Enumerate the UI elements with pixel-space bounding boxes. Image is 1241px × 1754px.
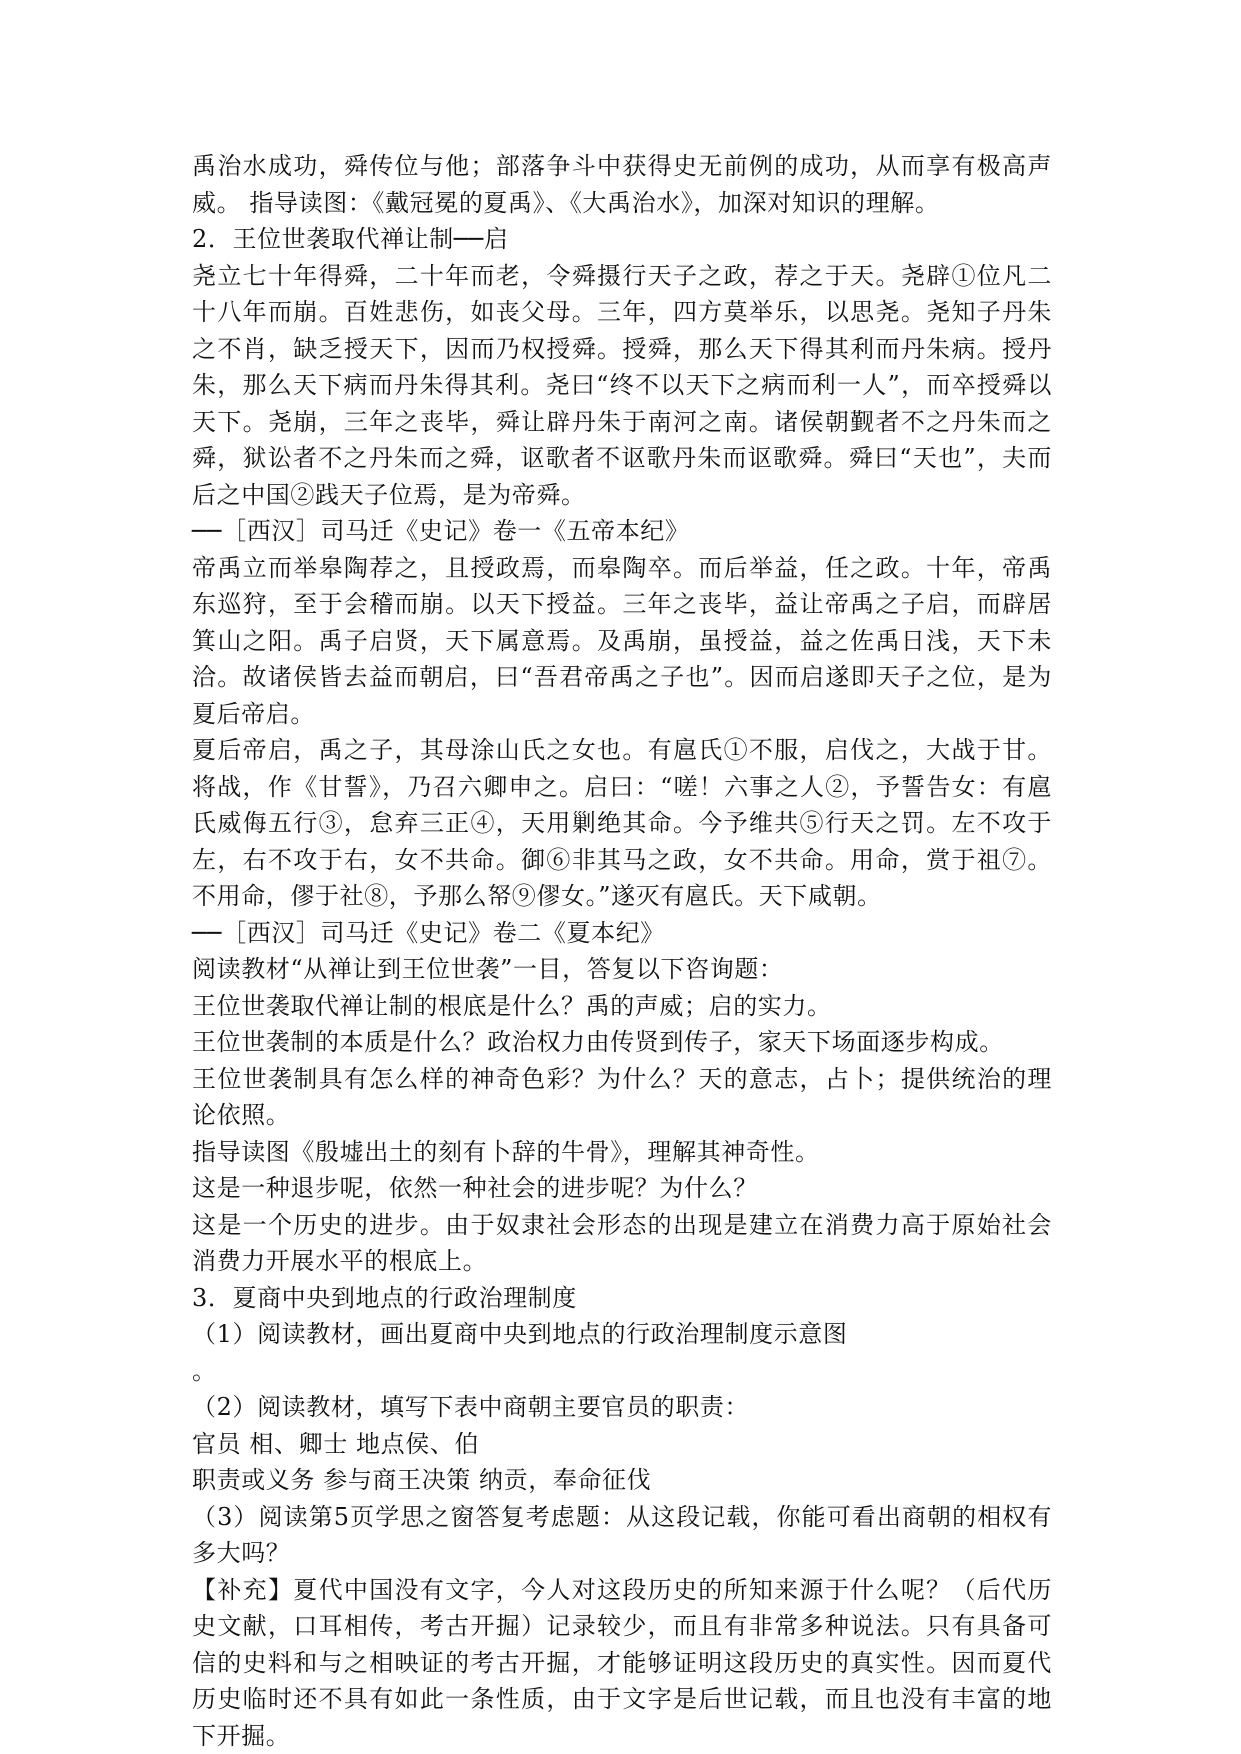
task-2: （2）阅读教材，填写下表中商朝主要官员的职责： [192,1393,750,1421]
question-1: 王位世袭取代禅让制的根底是什么？禹的声威；启的实力。 [192,991,832,1020]
task-3: （3）阅读第5页学思之窗答复考虑题：从这段记载，你能可看出商朝的相权有多大吗？ [192,1502,1052,1567]
question-3: 王位世袭制具有怎么样的神奇色彩？为什么？天的意志，占卜；提供统治的理论依照。 [192,1064,1052,1129]
paragraph-yu-prestige: 禹治水成功，舜传位与他；部落争斗中获得史无前例的成功，从而享有极高声威。 指导读图：《戴冠冕的夏禹》、《大禹治水》，加深对知识的理解。 [192,152,1052,217]
section-heading-3: 3．夏商中央到地点的行政治理制度 [192,1283,577,1312]
task-1: （1）阅读教材，画出夏商中央到地点的行政治理制度示意图 [192,1320,848,1348]
document-page [192,148,1052,1754]
section-heading-2: 2．王位世袭取代禅让制──启 [192,225,509,253]
task-1-period: 。 [192,1356,217,1385]
reading-guide-oracle-bone: 指导读图《殷墟出土的刻有卜辞的牛骨》，理解其神奇性。 [192,1137,820,1166]
citation-xia-benji: ──［西汉］司马迁《史记》卷二《夏本纪》 [192,918,665,947]
question-2: 王位世袭制的本质是什么？政治权力由传贤到传子，家天下场面逐步构成。 [192,1028,1004,1056]
citation-wudi-benji: ──［西汉］司马迁《史记》卷一《五帝本纪》 [192,517,690,545]
quote-wudi-benji: 尧立七十年得舜，二十年而老，令舜摄行天子之政，荐之于天。尧辟①位凡二十八年而崩。百姓悲伤，如丧父母。三年，四方莫举乐，以思尧。尧知子丹朱之不肖，缺乏授天下，因而乃权授舜。授舜，那么天下得其利而丹朱病。授丹朱，那么天下病而丹朱得其利。尧曰“终不以天下之病而利一人”，而卒授舜以天下。尧崩，三年之丧毕，舜让辟丹朱于南河之南。诸侯朝觐者不之丹朱而之舜，狱讼者不之丹朱而之舜，讴歌者不讴歌丹朱而讴歌舜。舜曰“天也”，夫而后之中国②践天子位焉，是为帝舜。 [192,261,1052,509]
supplement-paragraph: 【补充】夏代中国没有文字，今人对这段历史的所知来源于什么呢？（后代历史文献，口耳相传，考古开掘）记录较少，而且有非常多种说法。只有具备可信的史料和与之相映证的考古开掘，才能够证明这段历史的真实性。因而夏代历史临时还不具有如此一条性质，由于文字是后世记载，而且也没有丰富的地下开掘。 [192,1575,1052,1750]
quote-xia-benji-1: 帝禹立而举皋陶荐之，且授政焉，而皋陶卒。而后举益，任之政。十年，帝禹东巡狩，至于会稽而崩。以天下授益。三年之丧毕，益让帝禹之子启，而辟居箕山之阳。禹子启贤，天下属意焉。及禹崩，虽授益，益之佐禹日浅，天下未洽。故诸侯皆去益而朝启，曰“吾君帝禹之子也”。因而启遂即天子之位，是为夏后帝启。 [192,553,1052,728]
answer-4: 这是一个历史的进步。由于奴隶社会形态的出现是建立在消费力高于原始社会消费力开展水平的根底上。 [192,1210,1052,1275]
table-row-duties: 职责或义务 参与商王决策 纳贡，奉命征伐 [192,1466,652,1494]
quote-xia-benji-2: 夏后帝启，禹之子，其母涂山氏之女也。有扈氏①不服，启伐之，大战于甘。将战，作《甘誓》，乃召六卿申之。启曰：“嗟！六事之人②，予誓告女：有扈氏威侮五行③，怠弃三正④，天用剿绝其命。今予维共⑤行天之罚。左不攻于左，右不攻于右，女不共命。御⑥非其马之政，女不共命。用命，赏于祖⑦。不用命，僇于社⑧，予那么帑⑨僇女。”遂灭有扈氏。天下咸朝。 [192,736,1052,910]
table-row-officials: 官员 相、卿士 地点侯、伯 [192,1429,480,1458]
reading-instruction: 阅读教材“从禅让到王位世袭”一目，答复以下咨询题： [192,955,784,983]
question-4: 这是一种退步呢，依然一种社会的进步呢？为什么？ [192,1174,758,1202]
